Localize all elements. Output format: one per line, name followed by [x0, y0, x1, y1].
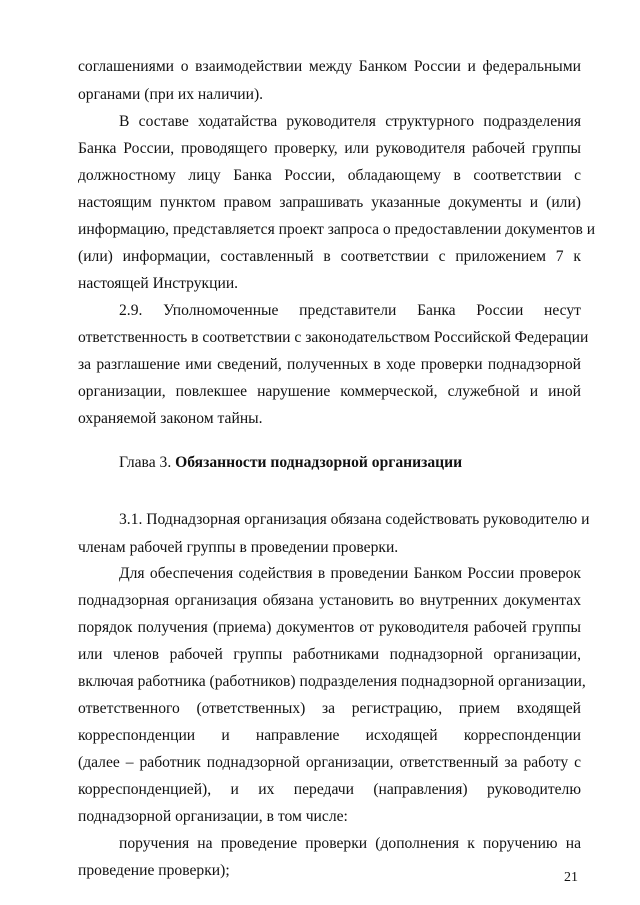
text-line: должностному лицу Банка России, обладающему в соответствии с: [78, 167, 581, 184]
text-line: поднадзорная организация обязана установить во внутренних документах: [78, 592, 581, 609]
text-line: информацию, представляется проект запроса о предоставлении документов и: [78, 221, 596, 238]
text-line: ответственность в соответствии с законодательством Российской Федерации: [78, 329, 589, 346]
text-line: за разглашение ими сведений, полученных в ходе проверки поднадзорной: [78, 356, 581, 373]
text-line: организации, повлекшее нарушение коммерческой, служебной и иной: [78, 383, 581, 400]
text-line: корреспонденции и направление исходящей корреспонденции: [78, 727, 581, 744]
text-line: проведение проверки);: [78, 862, 230, 879]
text-line: ответственного (ответственных) за регистрацию, прием входящей: [78, 700, 581, 717]
text-line: членам рабочей группы в проведении проверки.: [78, 539, 399, 556]
text-line: 3.1. Поднадзорная организация обязана содействовать руководителю и: [119, 511, 590, 528]
text-line: поручения на проведение проверки (дополнения к поручению на: [119, 835, 581, 852]
text-line: (или) информации, составленный в соответствии с приложением 7 к: [78, 248, 581, 265]
page-number: 21: [564, 870, 578, 885]
text-line: охраняемой законом тайны.: [78, 410, 263, 427]
text-line: соглашениями о взаимодействии между Банком России и федеральными: [78, 58, 581, 75]
text-line: порядок получения (приема) документов от руководителя рабочей группы: [78, 619, 581, 636]
chapter-title: Обязанности поднадзорной организации: [175, 454, 463, 471]
text-line: настоящей Инструкции.: [78, 275, 239, 292]
text-line: органами (при их наличии).: [78, 86, 264, 103]
text-line: Для обеспечения содействия в проведении Банком России проверок: [119, 565, 581, 582]
text-line: включая работника (работников) подразделения поднадзорной организации,: [78, 673, 586, 690]
text-line: настоящим пунктом правом запрашивать указанные документы и (или): [78, 194, 581, 211]
chapter-heading: [119, 453, 462, 473]
text-line: корреспонденцией), и их передачи (направления) руководителю: [78, 781, 581, 798]
text-line: Банка России, проводящего проверку, или руководителя рабочей группы: [78, 140, 581, 157]
text-line: В составе ходатайства руководителя структурного подразделения: [119, 113, 581, 130]
text-line: поднадзорной организации, в том числе:: [78, 808, 348, 825]
text-line: 2.9. Уполномоченные представители Банка России несут: [119, 302, 581, 319]
text-line: или членов рабочей группы работниками поднадзорной организации,: [78, 646, 581, 663]
chapter-prefix: Глава 3.: [119, 454, 172, 471]
text-line: (далее – работник поднадзорной организации, ответственный за работу с: [78, 754, 581, 771]
